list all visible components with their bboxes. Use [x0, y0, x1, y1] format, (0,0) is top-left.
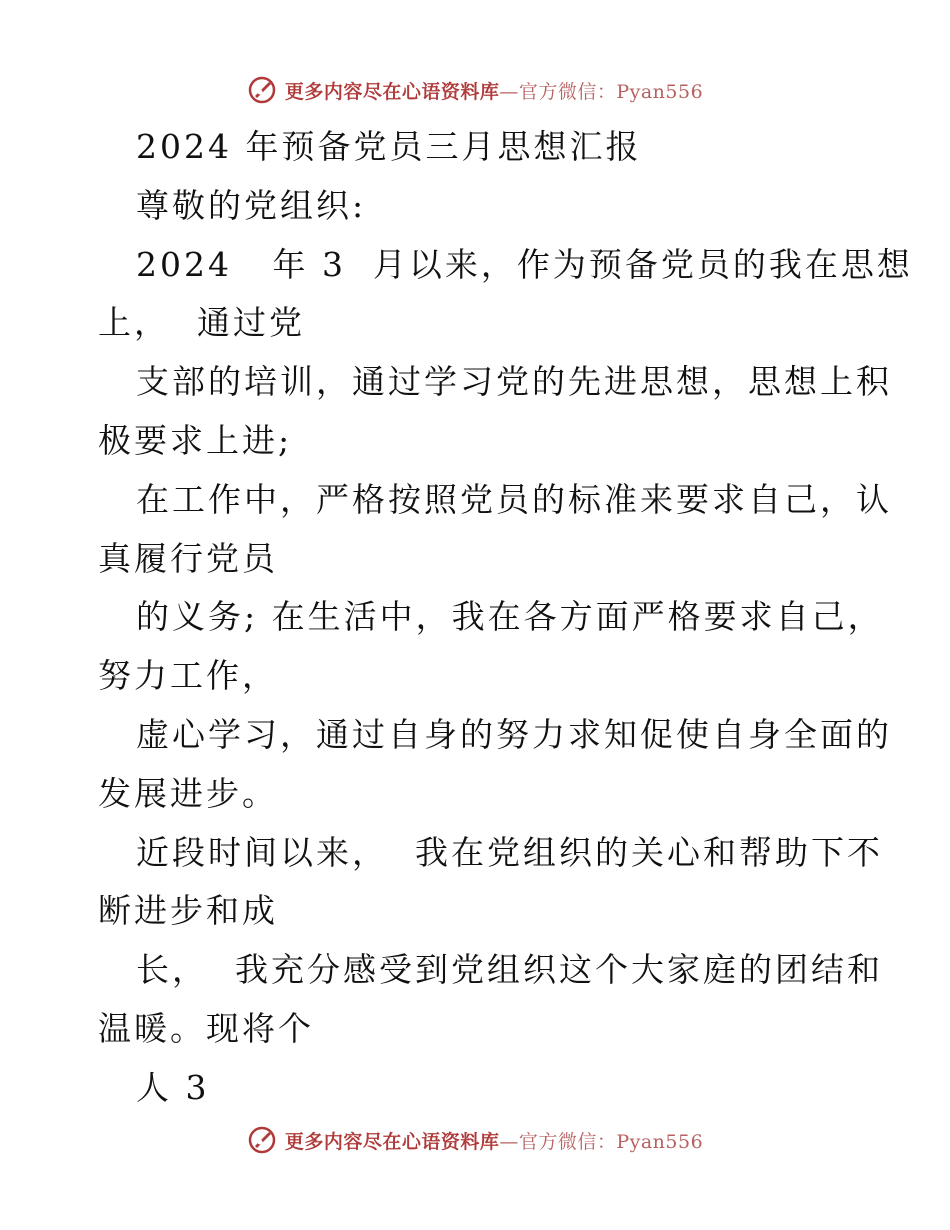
body-line: 断进步和成	[98, 891, 278, 931]
watermark-text	[285, 77, 703, 104]
body-line: 在工作中，严格按照党员的标准来要求自己，认	[136, 479, 892, 519]
body-line: 的义务; 在生活中，我在各方面严格要求自己，	[136, 597, 884, 637]
document-body	[98, 118, 913, 1118]
body-line: 努力工作，	[98, 656, 278, 696]
body-line: 极要求上进;	[98, 420, 293, 460]
salutation: 尊敬的党组织:	[136, 185, 367, 225]
body-line: 真履行党员	[98, 538, 278, 578]
watermark-site-text: 更多内容尽在心语资料库	[284, 1130, 500, 1153]
watermark-contact-text: —官方微信：Pyan556	[499, 80, 704, 103]
body-line: 虚心学习，通过自身的努力求知促使自身全面的	[136, 714, 892, 754]
body-line: 2024 年 3 月以来，作为预备党员的我在思想	[136, 244, 913, 284]
body-line: 长， 我充分感受到党组织这个大家庭的团结和	[136, 950, 883, 990]
body-line: 温暖。现将个	[98, 1008, 314, 1048]
body-line: 支部的培训，通过学习党的先进思想，思想上积	[136, 362, 892, 402]
body-line: 上， 通过党	[98, 303, 305, 343]
quill-seal-icon	[247, 1125, 277, 1155]
body-line: 发展进步。	[98, 773, 278, 813]
body-line: 人 3	[136, 1067, 210, 1107]
quill-seal-icon	[247, 75, 277, 105]
body-line: 近段时间以来， 我在党组织的关心和帮助下不	[136, 832, 883, 872]
watermark-site-text: 更多内容尽在心语资料库	[284, 80, 500, 103]
footer-watermark	[0, 1120, 950, 1160]
header-watermark	[0, 70, 950, 110]
watermark-contact-text: —官方微信：Pyan556	[499, 1130, 704, 1153]
watermark-text	[285, 1127, 703, 1154]
document-title: 2024 年预备党员三月思想汇报	[136, 127, 642, 166]
